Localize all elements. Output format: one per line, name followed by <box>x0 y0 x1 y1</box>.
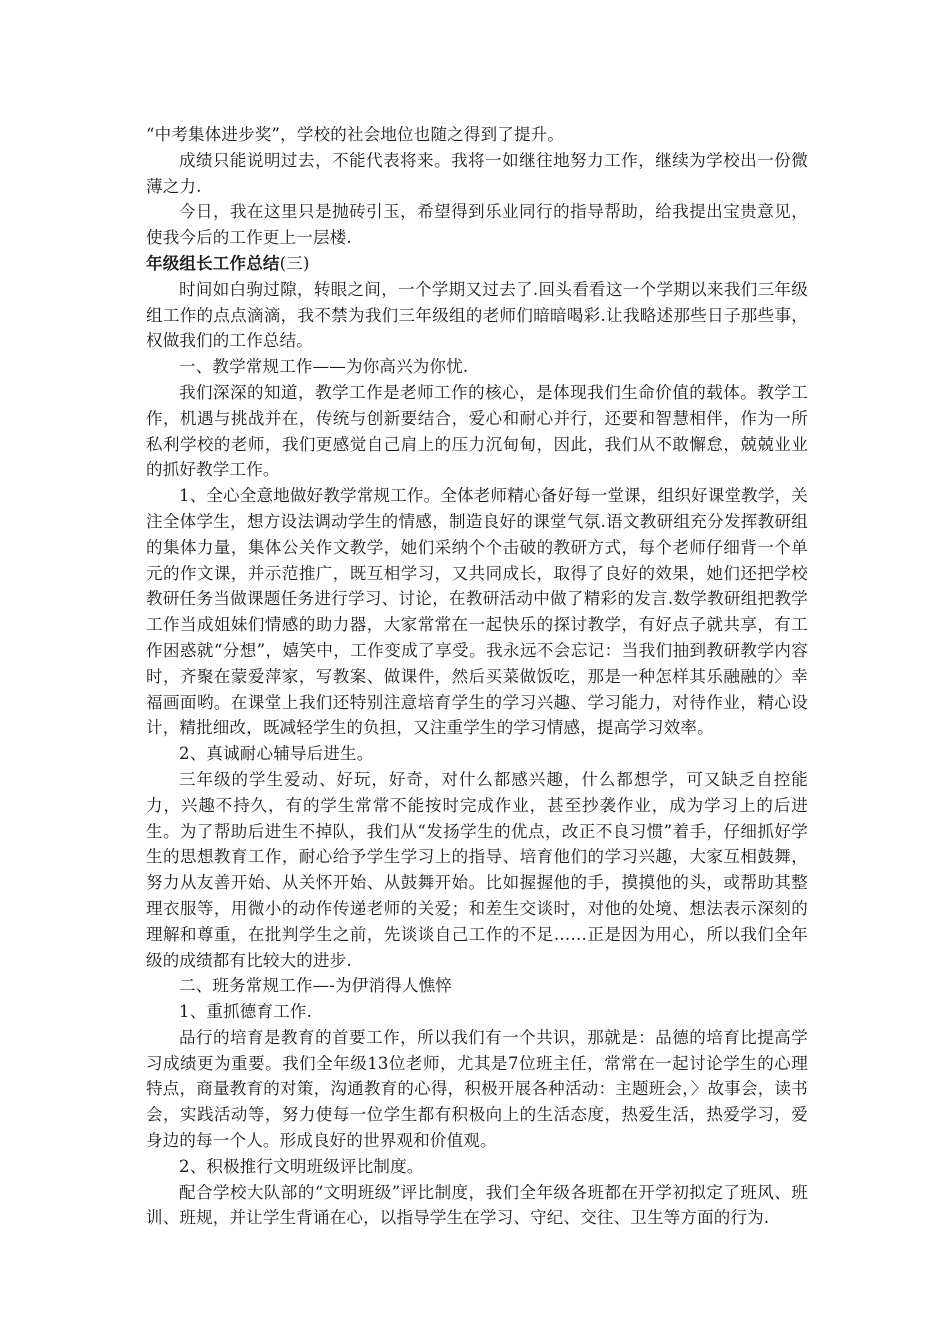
section-title: 年级组长工作总结 <box>146 253 280 273</box>
body-paragraph: 三年级的学生爱动、好玩，好奇，对什么都感兴趣，什么都想学，可又缺乏自控能力，兴趣不持久，有的学生常常不能按时完成作业，甚至抄袭作业，成为学习上的后进生。为了帮助后进生不掉队，我们从“发扬学生的优点，改正不良习惯”着手，仔细抓好学生的思想教育工作，耐心给予学生学习上的指导、培育他们的学习兴趣，大家互相鼓舞，努力从友善开始、从关怀开始、从鼓舞开始。比如握握他的手，摸摸他的头，或帮助其整理衣服等，用微小的动作传递老师的关爱；和差生交谈时，对他的处境、想法表示深刻的理解和尊重，在批判学生之前，先谈谈自己工作的不足……正是因为用心，所以我们全年级的成绩都有比较大的进步. <box>146 769 808 970</box>
body-paragraph: 我们深深的知道，教学工作是老师工作的核心，是体现我们生命价值的载体。教学工作，机遇与挑战并在，传统与创新要结合，爱心和耐心并行，还要和智慧相伴，作为一所私利学校的老师，我们更感觉自己肩上的压力沉甸甸，因此，我们从不敢懈怠，兢兢业业的抓好教学工作。 <box>146 382 808 480</box>
list-item-heading: 2、积极推行文明班级评比制度。 <box>179 1156 424 1176</box>
body-paragraph: 品行的培育是教育的首要工作，所以我们有一个共识，那就是：品德的培育比提高学习成绩更为重要。我们全年级13位老师，尤其是7位班主任，常常在一起讨论学生的心理特点，商量教育的对策，沟通教育的心得，积极开展各种活动：主题班会，〉故事会，读书会，实践活动等，努力使每一位学生都有积极向上的生活态度，热爱生活，热爱学习，爱身边的每一个人。形成良好的世界观和价值观。 <box>146 1027 808 1151</box>
body-paragraph: 时间如白驹过隙，转眼之间，一个学期又过去了.回头看看这一个学期以来我们三年级组工作的点点滴滴，我不禁为我们三年级组的老师们暗暗喝彩.让我略述那些日子那些事，权做我们的工作总结。 <box>146 279 808 351</box>
document-page <box>146 122 808 1231</box>
body-paragraph: “中考集体进步奖”，学校的社会地位也随之得到了提升。 <box>146 125 565 144</box>
section-heading <box>146 251 808 277</box>
body-paragraph: 1、全心全意地做好教学常规工作。全体老师精心备好每一堂课，组织好课堂教学，关注全体学生，想方设法调动学生的情感，制造良好的课堂气氛.语文教研组充分发挥教研组的集体力量，集体公关作文教学，她们采纳个个击破的教研方式，每个老师仔细背一个单元的作文课，并示范推广，既互相学习，又共同成长，取得了良好的效果，她们还把学校教研任务当做课题任务进行学习、讨论，在教研活动中做了精彩的发言.数学教研组把教学工作当成姐妹们情感的助力器，大家常常在一起快乐的探讨教学，有好点子就共享，有工作困惑就“分想”，嬉笑中，工作变成了享受。我永远不会忘记：当我们抽到教研教学内容时，齐聚在蒙爱萍家，写教案、做课件，然后买菜做饭吃，那是一种怎样其乐融融的〉幸福画面哟。在课堂上我们还特别注意培育学生的学习兴趣、学习能力，对待作业，精心设计，精批细改，既减轻学生的负担，又注重学生的学习情感，提高学习效率。 <box>146 486 808 738</box>
subsection-heading: 一、教学常规工作——为你高兴为你忧. <box>179 357 469 377</box>
list-item-heading: 2、真诚耐心辅导后进生。 <box>179 744 374 764</box>
body-paragraph: 今日，我在这里只是抛砖引玉，希望得到乐业同行的指导帮助，给我提出宝贵意见，使我今后的工作更上一层楼. <box>146 202 808 248</box>
list-item-heading: 1、重抓德育工作. <box>179 1002 313 1022</box>
subsection-heading: 二、班务常规工作—-为伊消得人憔悴 <box>179 976 452 996</box>
section-number: (三) <box>279 253 310 273</box>
body-paragraph: 配合学校大队部的“文明班级”评比制度，我们全年级各班都在开学初拟定了班风、班训、班规，并让学生背诵在心，以指导学生在学习、守纪、交往、卫生等方面的行为. <box>146 1182 808 1228</box>
body-paragraph: 成绩只能说明过去，不能代表将来。我将一如继往地努力工作，继续为学校出一份微薄之力. <box>146 150 808 196</box>
